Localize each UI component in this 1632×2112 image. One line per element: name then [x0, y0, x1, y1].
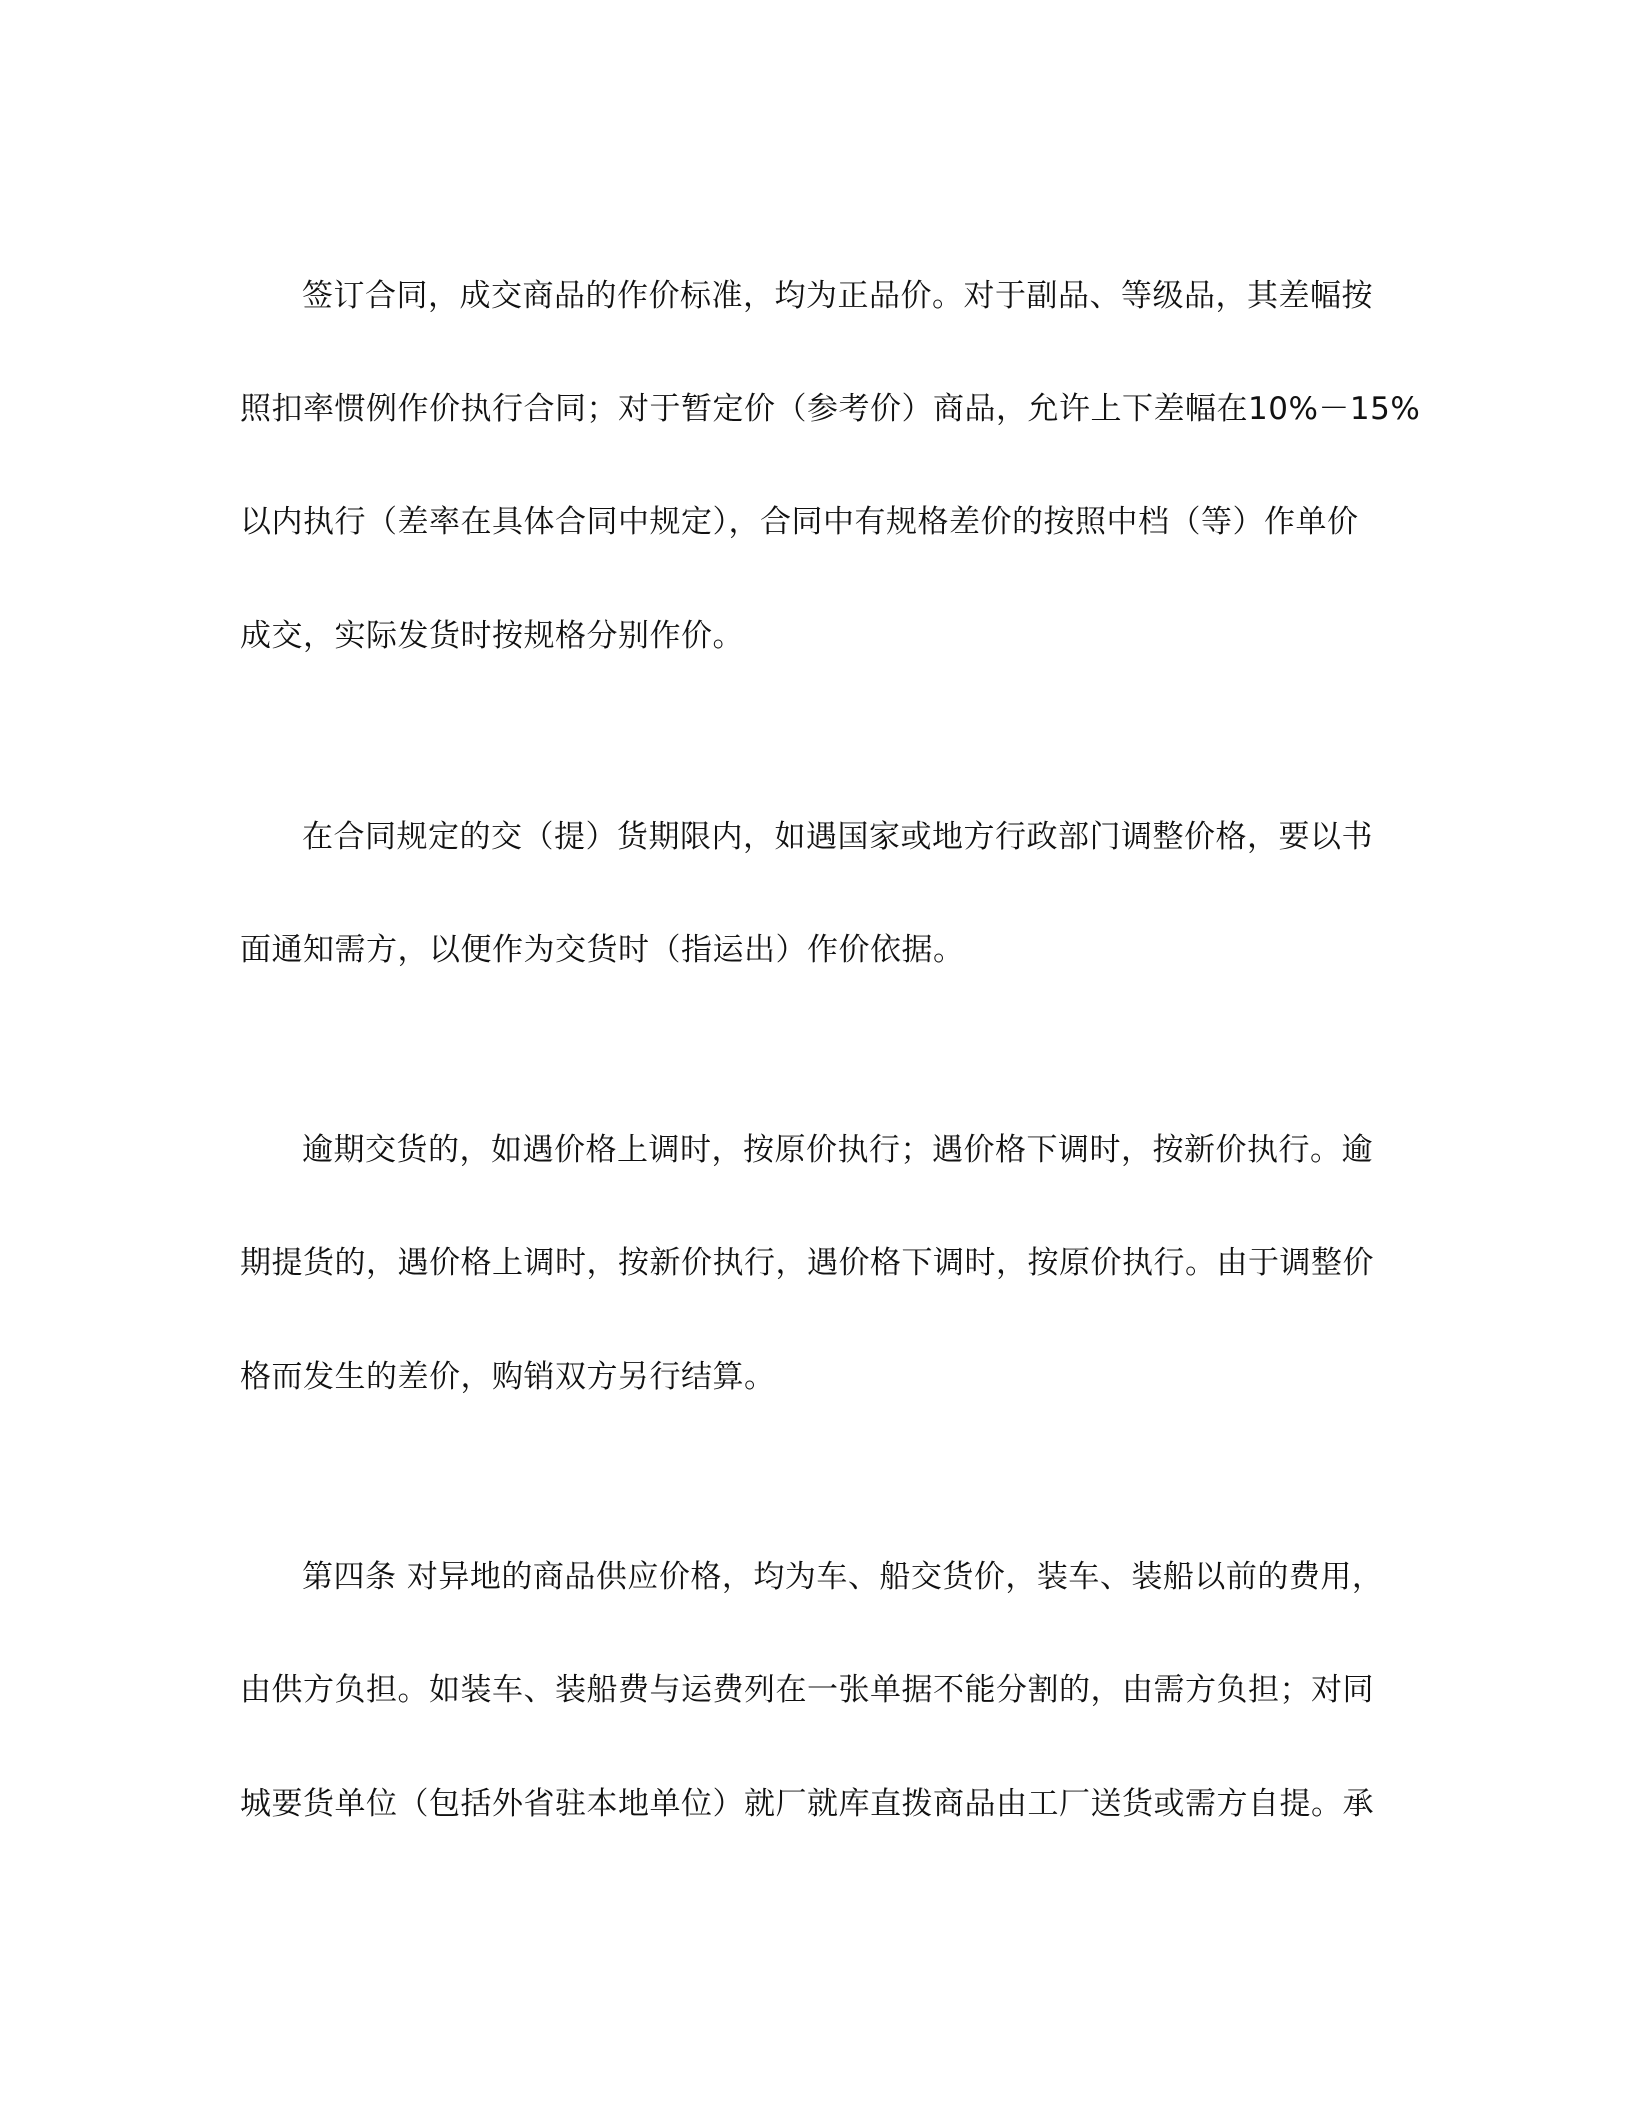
paragraph-3-line-3: 格而发生的差价，购销双方另行结算。: [240, 1359, 776, 1395]
paragraph-2-line-1: 在合同规定的交（提）货期限内，如遇国家或地方行政部门调整价格，要以书: [302, 819, 1373, 855]
paragraph-1-line-3: 以内执行（差率在具体合同中规定），合同中有规格差价的按照中档（等）作单价: [240, 504, 1359, 540]
paragraph-1-line-2: 照扣率惯例作价执行合同；对于暂定价（参考价）商品，允许上下差幅在10%－15%: [240, 391, 1421, 427]
paragraph-1-line-1: 签订合同，成交商品的作价标准，均为正品价。对于副品、等级品，其差幅按: [302, 278, 1373, 314]
paragraph-3-line-1: 逾期交货的，如遇价格上调时，按原价执行；遇价格下调时，按新价执行。逾: [302, 1132, 1373, 1168]
paragraph-2-line-2: 面通知需方，以便作为交货时（指运出）作价依据。: [240, 932, 965, 968]
paragraph-4-line-1: 第四条 对异地的商品供应价格，均为车、船交货价，装车、装船以前的费用，: [302, 1559, 1384, 1595]
paragraph-3-line-2: 期提货的，遇价格上调时，按新价执行，遇价格下调时，按原价执行。由于调整价: [240, 1245, 1374, 1281]
paragraph-1-line-4: 成交，实际发货时按规格分别作价。: [240, 618, 744, 654]
paragraph-4-line-3: 城要货单位（包括外省驻本地单位）就厂就库直拨商品由工厂送货或需方自提。承: [240, 1786, 1374, 1822]
paragraph-4-line-2: 由供方负担。如装车、装船费与运费列在一张单据不能分割的，由需方负担；对同: [240, 1672, 1374, 1708]
